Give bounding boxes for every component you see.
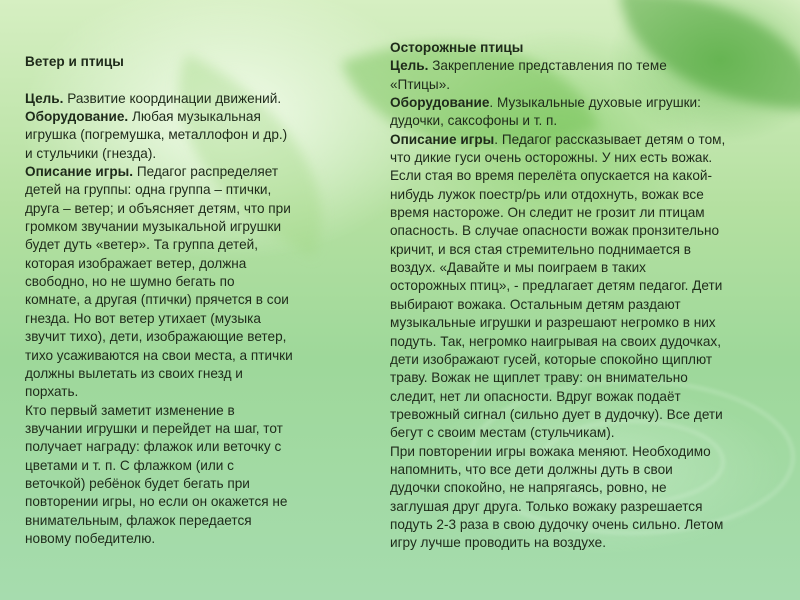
line-text: При повторении игры вожака меняют. Необходимо: [390, 443, 711, 459]
bold-label: Описание игры.: [25, 164, 134, 180]
line-text: веточкой) ребёнок будет бегать при: [25, 475, 250, 491]
line-text: тревожный сигнал (сильно дует в дудочку). Все дети: [390, 406, 723, 422]
line-text: траву. Вожак не щиплет траву: он внимательно: [390, 370, 688, 386]
text-line: [25, 255, 293, 273]
line-text: которая изображает ветер, должна: [25, 255, 247, 271]
text-line: [25, 475, 293, 493]
bold-label: Цель.: [25, 90, 64, 106]
bold-label: Описание игры: [390, 131, 495, 147]
bold-label: Оборудование.: [25, 109, 129, 125]
text-line: [390, 461, 725, 479]
line-text: . Педагог рассказывает детям о том,: [494, 131, 726, 147]
line-text: дети изображают гусей, которые спокойно щиплют: [390, 351, 713, 367]
text-line: [25, 108, 293, 126]
line-text: гнезда. Но вот ветер утихает (музыка: [25, 310, 261, 326]
game-wind-and-birds: [25, 53, 293, 548]
bold-label: Ветер и птицы: [25, 54, 124, 69]
line-text: дудочки спокойно, не напрягаясь, ровно, не: [390, 480, 667, 496]
text-line: [390, 498, 725, 516]
text-line: [25, 200, 293, 218]
line-text: напомнить, что все дети должны дуть в свои: [390, 461, 673, 477]
line-text: повторении игры, но если он окажется не: [25, 494, 288, 510]
bold-label: Цель.: [390, 58, 429, 74]
text-line: [390, 424, 725, 442]
text-line: [390, 333, 725, 351]
text-line: [390, 149, 725, 167]
line-text: Развитие координации движений.: [63, 90, 282, 106]
text-line: [390, 406, 725, 424]
text-line: [390, 167, 725, 185]
text-line: [390, 479, 725, 497]
line-text: Педагог распределяет: [133, 164, 279, 180]
line-text: звучит тихо), дети, изображающие ветер,: [25, 329, 287, 345]
line-text: бегут с своим местам (стульчикам).: [390, 425, 615, 441]
text-line: [390, 57, 725, 75]
text-line: [390, 516, 725, 534]
text-line: [390, 277, 725, 295]
text-line: [25, 218, 293, 236]
text-line: [25, 383, 293, 401]
line-text: и стульчики (гнезда).: [25, 145, 157, 161]
bold-label: Осторожные птицы: [390, 40, 524, 55]
text-line: [390, 314, 725, 332]
line-text: громком звучании музыкальной игрушки: [25, 219, 282, 235]
line-text: Если стая во время перелёта опускается на какой-: [390, 168, 713, 184]
line-text: что дикие гуси очень осторожны. У них есть вожак.: [390, 150, 713, 166]
line-text: внимательным, флажок передается: [25, 512, 252, 528]
text-line: [390, 131, 725, 149]
line-text: осторожных птиц», - предлагает детям педагог. Дети: [390, 278, 723, 294]
line-text: будет дуть «ветер». Та группа детей,: [25, 237, 259, 253]
text-line: [25, 530, 293, 548]
text-line: [390, 94, 725, 112]
line-text: детей на группы: одна группа – птички,: [25, 182, 272, 198]
text-line: [390, 534, 725, 552]
line-text: получает награду: флажок или веточку с: [25, 439, 282, 455]
line-text: Закрепление представления по теме: [428, 58, 667, 74]
line-text: должны вылетать из своих гнезд и: [25, 365, 243, 381]
text-line: [390, 204, 725, 222]
text-line: [390, 39, 725, 57]
line-text: звучании игрушки и перейдет на шаг, тот: [25, 420, 283, 436]
text-line: [25, 71, 293, 89]
text-line: [25, 273, 293, 291]
line-text: свободно, но не шумно бегать по: [25, 274, 235, 290]
text-line: [25, 236, 293, 254]
line-text: подуть. Так, негромко наигрывая на своих дудочках,: [390, 333, 721, 349]
line-text: заглушая друг друга. Только вожаку разрешается: [390, 498, 703, 514]
text-line: [25, 163, 293, 181]
text-line: [390, 259, 725, 277]
line-text: Любая музыкальная: [128, 109, 261, 125]
line-text: время настороже. Он следит не грозит ли птицам: [390, 205, 705, 221]
text-line: [25, 438, 293, 456]
line-text: новому победителю.: [25, 530, 156, 546]
text-line: [390, 351, 725, 369]
text-line: [25, 420, 293, 438]
line-text: порхать.: [25, 384, 79, 400]
line-text: следит, нет ли опасности. Вдруг вожак подаёт: [390, 388, 681, 404]
line-text: Кто первый заметит изменение в: [25, 402, 235, 418]
text-line: [25, 402, 293, 420]
line-text: воздух. «Давайте и мы поиграем в таких: [390, 260, 646, 276]
text-line: [25, 457, 293, 475]
text-line: [390, 112, 725, 130]
line-text: комнате, а другая (птички) прячется в сои: [25, 292, 289, 308]
line-text: кричит, и вся стая стремительно поднимается в: [390, 241, 692, 257]
line-text: «Птицы».: [390, 76, 451, 92]
line-text: игрушка (погремушка, металлофон и др.): [25, 127, 288, 143]
line-text: тихо усаживаются на свои места, а птички: [25, 347, 293, 363]
text-line: [25, 328, 293, 346]
text-line: [25, 181, 293, 199]
text-line: [25, 493, 293, 511]
text-line: [390, 443, 725, 461]
text-line: [25, 310, 293, 328]
line-text: цветами и т. п. С флажком (или с: [25, 457, 234, 473]
line-text: друга – ветер; и объясняет детям, что при: [25, 200, 291, 216]
game-cautious-birds: [390, 39, 725, 553]
text-line: [25, 145, 293, 163]
text-line: [390, 388, 725, 406]
text-line: [390, 296, 725, 314]
text-line: [25, 53, 293, 71]
bold-label: Оборудование: [390, 95, 490, 111]
text-line: [25, 90, 293, 108]
text-line: [25, 126, 293, 144]
text-line: [390, 241, 725, 259]
text-line: [390, 222, 725, 240]
line-text: дудочки, саксофоны и т. п.: [390, 113, 558, 129]
line-text: опасность. В случае опасности вожак пронзительно: [390, 223, 720, 239]
line-text: . Музыкальные духовые игрушки:: [489, 95, 701, 111]
line-text: выбирают вожака. Остальным детям раздают: [390, 296, 681, 312]
text-line: [390, 369, 725, 387]
text-line: [25, 347, 293, 365]
line-text: игру лучше проводить на воздухе.: [390, 535, 606, 551]
text-line: [25, 512, 293, 530]
text-line: [390, 76, 725, 94]
text-line: [390, 186, 725, 204]
line-text: музыкальные игрушки и разрешают негромко в них: [390, 315, 716, 331]
text-line: [25, 365, 293, 383]
line-text: нибудь лужок поестр/рь или отдохнуть, вожак все: [390, 186, 704, 202]
line-text: подуть 2-3 раза в свою дудочку очень сильно. Летом: [390, 516, 724, 532]
text-line: [25, 291, 293, 309]
